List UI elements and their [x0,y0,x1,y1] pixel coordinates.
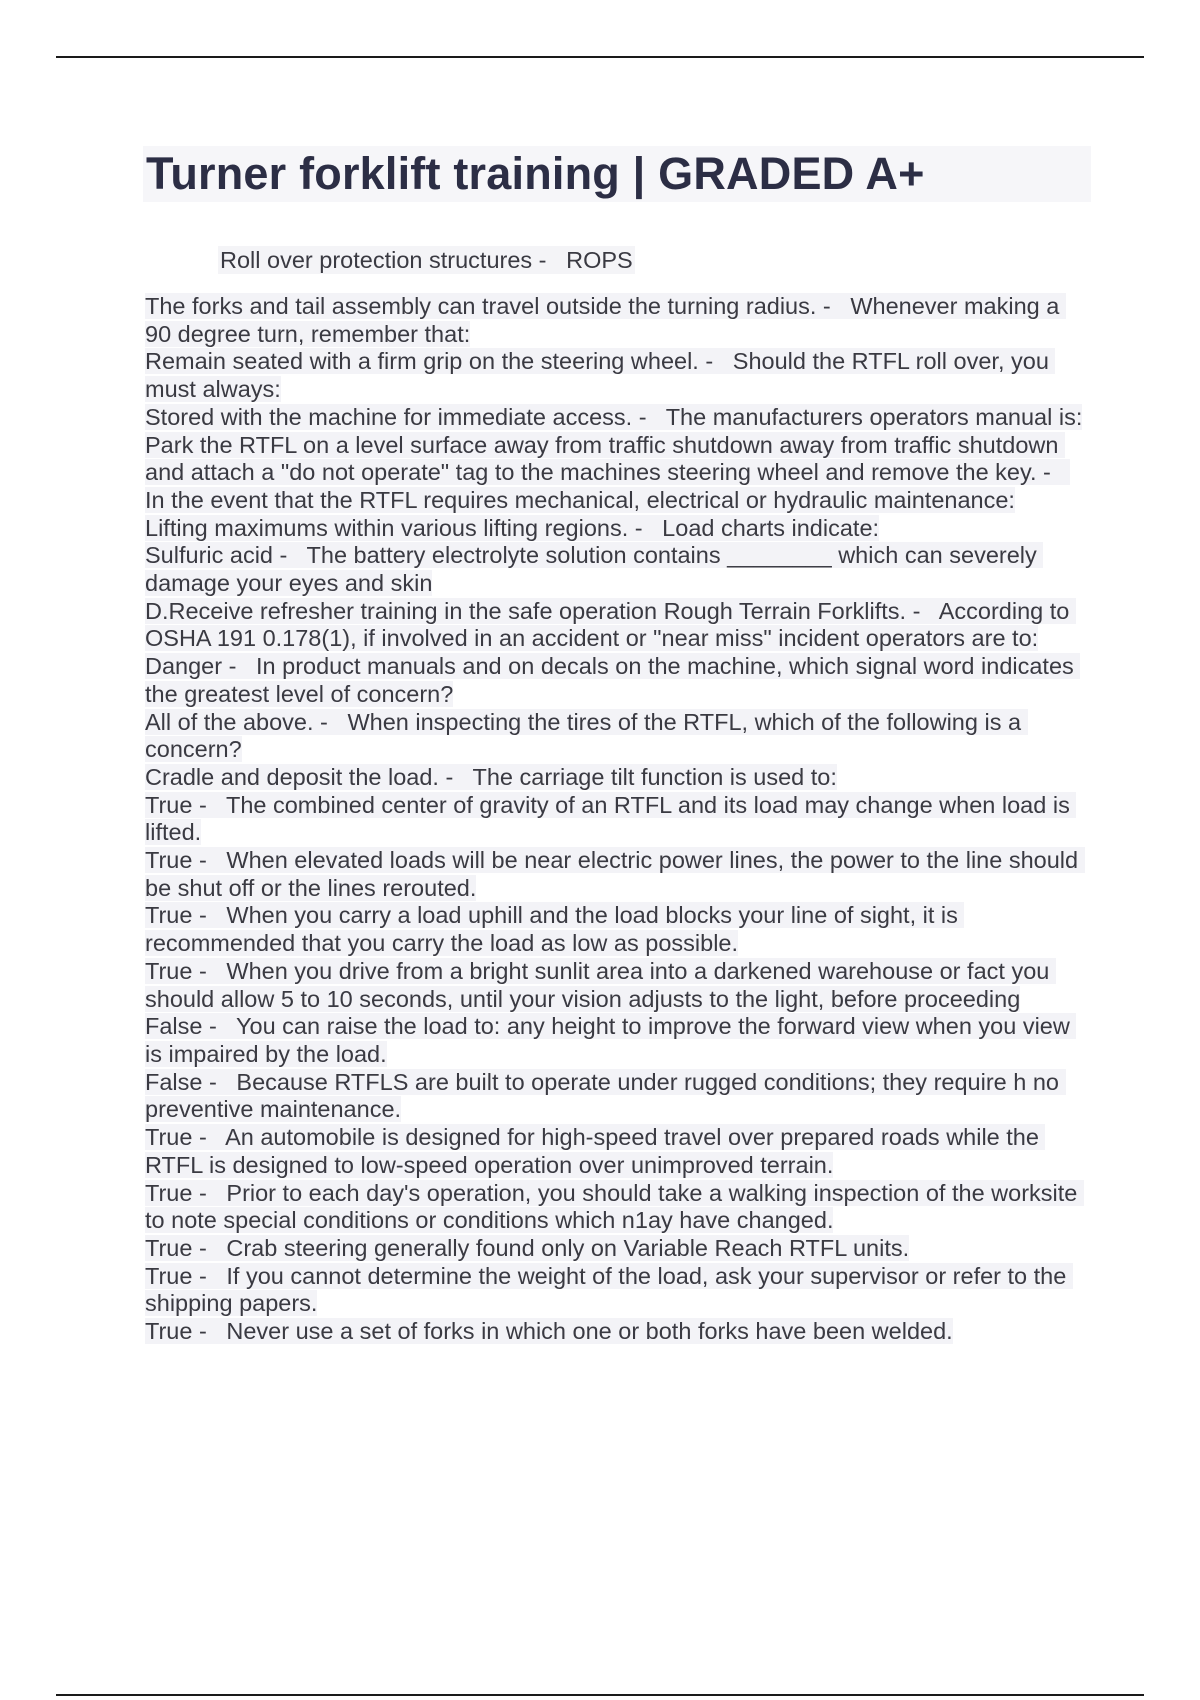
qa-item-text: Park the RTFL on a level surface away from traffic shutdown away from traffic shutdown and attach a "do not operate" tag to the machines steering wheel and remove the key. - In the event that the RTFL requires mechanical, electrical or hydraulic maintenance: [145,431,1071,513]
qa-item [145,653,1090,708]
qa-item [145,1235,1090,1263]
qa-item-text: D.Receive refresher training in the safe operation Rough Terrain Forklifts. - According to OSHA 191 0.178(1), if involved in an accident or "near miss" incident operators are to: [145,597,1076,652]
qa-item-text: Cradle and deposit the load. - The carriage tilt function is used to: [145,763,837,790]
qa-item [145,515,1090,543]
qa-item [145,1013,1090,1068]
qa-item [145,1180,1090,1235]
qa-item-text: True - When elevated loads will be near electric power lines, the power to the line should be shut off or the lines rerouted. [145,847,1085,901]
qa-item-text: Sulfuric acid - The battery electrolyte solution contains ________ which can severely damage your eyes and skin [145,542,1044,597]
qa-item-text: True - The combined center of gravity of an RTFL and its load may change when load is lifted. [145,791,1077,846]
qa-item-text: True - Prior to each day's operation, you should take a walking inspection of the worksite to note special conditions or conditions which n1ay have changed. [145,1179,1084,1234]
qa-item [145,542,1090,597]
qa-item-text: Danger - In product manuals and on decals on the machine, which signal word indicates the greatest level of concern? [145,653,1081,707]
qa-item-text: Lifting maximums within various lifting regions. - Load charts indicate: [145,514,880,541]
qa-item-text: All of the above. - When inspecting the tires of the RTFL, which of the following is a concern? [145,708,1028,763]
qa-item-text: True - If you cannot determine the weight of the load, ask your supervisor or refer to the shipping papers. [145,1262,1073,1317]
qa-item [145,598,1090,653]
qa-item [145,432,1090,515]
intro-line: Roll over protection structures - ROPS [220,247,633,273]
qa-item [145,293,1090,348]
qa-item-text: The forks and tail assembly can travel outside the turning radius. - Whenever making a 90 degree turn, remember that: [145,293,1066,347]
qa-item [145,902,1090,957]
footer-rule [56,1694,1144,1696]
qa-item [145,1069,1090,1124]
qa-item [145,404,1090,432]
qa-item [145,1263,1090,1318]
document-title: Turner forklift training | GRADED A+ [146,148,925,199]
qa-item-text: True - Crab steering generally found only on Variable Reach RTFL units. [145,1234,910,1261]
qa-item [145,847,1090,902]
qa-item [145,764,1090,792]
qa-item-text: True - An automobile is designed for high-speed travel over prepared roads while the RTFL is designed to low-speed operation over unimproved terrain. [145,1124,1046,1178]
qa-item-text: False - You can raise the load to: any height to improve the forward view when you view is impaired by the load. [145,1013,1077,1067]
qa-item-text: Stored with the machine for immediate access. - The manufacturers operators manual is: [145,403,1083,430]
qa-item [145,709,1090,764]
header-rule [56,56,1144,58]
qa-item-text: True - When you drive from a bright sunlit area into a darkened warehouse or fact you should allow 5 to 10 seconds, until your vision adjusts to the light, before proceeding [145,957,1056,1012]
qa-item [145,1124,1090,1179]
qa-item [145,1318,1090,1346]
qa-item-text: True - When you carry a load uphill and the load blocks your line of sight, it is recommended that you carry the load as low as possible. [145,902,965,957]
qa-item [145,792,1090,847]
qa-list [145,293,1090,1346]
qa-item-text: False - Because RTFLS are built to operate under rugged conditions; they require h no preventive maintenance. [145,1068,1066,1123]
qa-item-text: Remain seated with a firm grip on the steering wheel. - Should the RTFL roll over, you must always: [145,348,1056,403]
qa-item-text: True - Never use a set of forks in which one or both forks have been welded. [145,1318,953,1345]
qa-item [145,348,1090,403]
qa-item [145,958,1090,1013]
